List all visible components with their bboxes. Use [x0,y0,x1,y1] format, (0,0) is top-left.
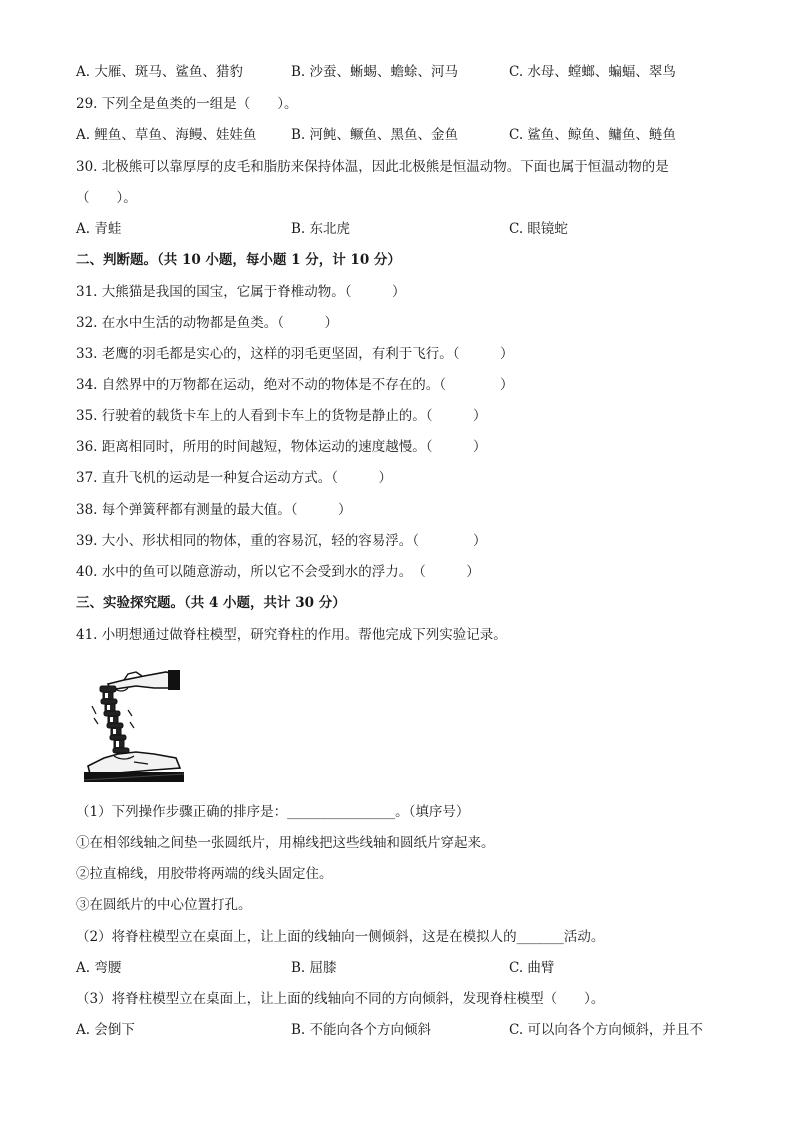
judgment-item: 40. 水中的鱼可以随意游动，所以它不会受到水的浮力。 （ ） [76,564,480,580]
q28-options [76,63,736,81]
judgment-item: 31. 大熊猫是我国的国宝，它属于脊椎动物。（ ） [76,284,406,300]
q30-options [76,220,736,238]
q41-part2-option-a[interactable]: A. 弯腰 [76,960,122,976]
judgment-item: 34. 自然界中的万物都在运动，绝对不动的物体是不存在的。（ ） [76,377,514,393]
q41-part3-option-a[interactable]: A. 会倒下 [76,1022,135,1038]
judgment-item: 39. 大小、形状相同的物体，重的容易沉，轻的容易浮。（ ） [76,533,487,549]
q29-stem: 29. 下列全是鱼类的一组是（ ）。 [76,96,298,112]
section2-heading: 二、判断题。（共 10 小题，每小题 1 分，计 10 分） [76,252,401,268]
q41-part1: （1）下列操作步骤正确的排序是：________________。（填序号） [76,804,470,820]
judgment-item: 36. 距离相同时，所用的时间越短，物体运动的速度越慢。（ ） [76,439,487,455]
q41-part2-option-b[interactable]: B. 屈膝 [291,960,337,976]
q41-step3: ③在圆纸片的中心位置打孔。 [76,897,252,913]
q41-part3-option-c[interactable]: C. 可以向各个方向倾斜，并且不 [509,1022,703,1038]
q30-stem-line1: 30. 北极熊可以靠厚厚的皮毛和脂肪来保持体温，因此北极熊是恒温动物。下面也属于恒温动物的是 [76,159,669,175]
q41-part2-option-c[interactable]: C. 曲臂 [509,960,555,976]
q30-stem-line2: （ ）。 [76,190,137,206]
judgment-item: 38. 每个弹簧秤都有测量的最大值。（ ） [76,502,352,518]
q28-option-c[interactable]: C. 水母、螳螂、蝙蝠、翠鸟 [509,64,676,80]
q41-part3: （3）将脊柱模型立在桌面上，让上面的线轴向不同的方向倾斜，发现脊柱模型（ ）。 [76,991,605,1007]
q29-option-a[interactable]: A. 鲤鱼、草鱼、海鳗、娃娃鱼 [76,127,257,143]
section3-heading: 三、实验探究题。（共 4 小题，共计 30 分） [76,595,346,611]
q28-option-b[interactable]: B. 沙蚕、蜥蜴、蟾蜍、河马 [291,64,459,80]
q30-option-c[interactable]: C. 眼镜蛇 [509,221,568,237]
q41-step2: ②拉直棉线，用胶带将两端的线头固定住。 [76,866,333,882]
q28-option-a[interactable]: A. 大雁、斑马、鲨鱼、猎豹 [76,64,243,80]
judgment-item: 33. 老鹰的羽毛都是实心的，这样的羽毛更坚固，有利于飞行。（ ） [76,346,514,362]
q41-part2: （2）将脊柱模型立在桌面上，让上面的线轴向一侧倾斜，这是在模拟人的_______活动。 [76,929,605,945]
judgment-item: 32. 在水中生活的动物都是鱼类。（ ） [76,315,339,331]
judgment-item: 37. 直升飞机的运动是一种复合运动方式。（ ） [76,470,393,486]
q29-options [76,126,736,144]
q41-part3-option-b[interactable]: B. 不能向各个方向倾斜 [291,1022,432,1038]
q41-part3-options [76,1021,736,1039]
q29-option-b[interactable]: B. 河鲀、鳜鱼、黑鱼、金鱼 [291,127,459,143]
q30-option-b[interactable]: B. 东北虎 [291,221,351,237]
judgment-item: 35. 行驶着的载货卡车上的人看到卡车上的货物是静止的。（ ） [76,408,487,424]
q30-option-a[interactable]: A. 青蛙 [76,221,122,237]
q41-stem: 41. 小明想通过做脊柱模型，研究脊柱的作用。帮他完成下列实验记录。 [76,627,507,643]
spine-model-illustration [84,662,184,784]
q29-option-c[interactable]: C. 鲨鱼、鲸鱼、鳙鱼、鲢鱼 [509,127,676,143]
q41-part2-options [76,959,736,977]
q41-step1: ①在相邻线轴之间垫一张圆纸片，用棉线把这些线轴和圆纸片穿起来。 [76,835,495,851]
